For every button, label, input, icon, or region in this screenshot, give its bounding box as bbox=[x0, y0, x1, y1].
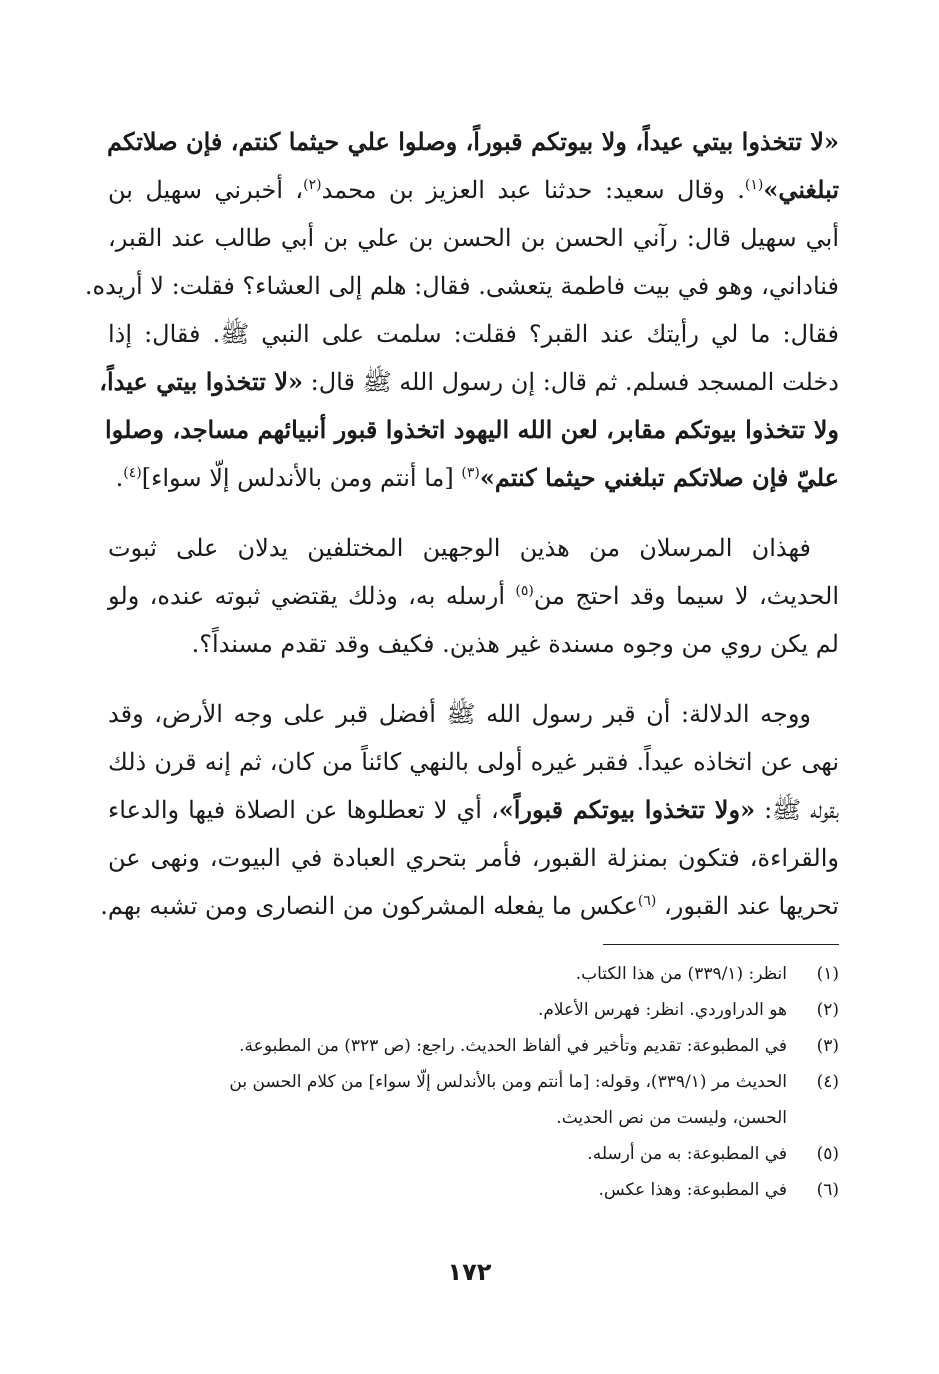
paragraph-2 bbox=[108, 524, 839, 668]
text-line: فقال: ما لي رأيتك عند القبر؟ فقلت: سلمت على النبي ﷺ. فقال: إذا bbox=[108, 320, 839, 348]
footnote-ref: (١) bbox=[744, 177, 764, 193]
text-line: عليّ فإن صلاتكم تبلغني حيثما كنتم»$^{(٣)}$ [ما أنتم ومن بالأندلس إلّا سواء]$^{(٤)}$. bbox=[115, 463, 839, 492]
text-line: ولا تتخذوا بيوتكم مقابر، لعن الله اليهود اتخذوا قبور أنبيائهم مساجد، وصلوا bbox=[105, 415, 839, 444]
footnote-ref: (٤) bbox=[123, 465, 142, 481]
footnote-text: انظر: (٣٣٩/١) من هذا الكتاب. bbox=[575, 964, 787, 984]
text-line: فناداني، وهو في بيت فاطمة يتعشى. فقال: هلم إلى العشاء؟ فقلت: لا أريده. bbox=[84, 272, 839, 300]
text-line: تحريها عند القبور، $^{(٦)}$عكس ما يفعله المشركون من النصارى ومن تشبه بهم. bbox=[100, 892, 839, 920]
text-line: نهى عن اتخاذه عيداً. فقبر غيره أولى بالنهي كائناً من كان، ثم إنه قرن ذلك bbox=[108, 748, 839, 776]
text-line: والقراءة، فتكون بمنزلة القبور، فأمر بتحري العبادة في البيوت، ونهى عن bbox=[108, 844, 839, 872]
footnote-text: الحديث مر (٣٣٩/١)، وقوله: [ما أنتم ومن بالأندلس إلّا سواء] من كلام الحسن بن الحسن، وليست من نص الحديث. bbox=[229, 1072, 787, 1128]
footnotes bbox=[108, 956, 839, 1208]
paragraph-1 bbox=[84, 118, 840, 502]
footnote-text: في المطبوعة: به من أرسله. bbox=[587, 1144, 787, 1164]
text-line: الحديث، لا سيما وقد احتج من$^{(٥)}$ أرسله به، وذلك يقتضي ثبوته عنده، ولو bbox=[108, 582, 840, 610]
text-line: فهذان المرسلان من هذين الوجهين المختلفين يدلان على ثبوت bbox=[108, 534, 811, 562]
footnote-item bbox=[108, 1136, 839, 1172]
text-line: لم يكن روي من وجوه مسندة غير هذين. فكيف وقد تقدم مسنداً؟. bbox=[191, 630, 839, 658]
footnote-number: (٢) bbox=[816, 1000, 839, 1020]
footnote-number: (٣) bbox=[816, 1036, 839, 1056]
footnote-text: هو الدراوردي. انظر: فهرس الأعلام. bbox=[537, 1000, 787, 1020]
text-line: «لا تتخذوا بيتي عيداً، ولا بيوتكم قبوراً، وصلوا علي حيثما كنتم، فإن صلاتكم bbox=[107, 127, 839, 156]
footnote-number: (٦) bbox=[816, 1180, 839, 1200]
page-number: ١٧٢ bbox=[447, 1258, 492, 1286]
footnote-item bbox=[108, 1172, 839, 1208]
footnote-text: في المطبوعة: وهذا عكس. bbox=[598, 1180, 787, 1200]
main-text bbox=[84, 118, 840, 930]
footnote-number: (٥) bbox=[816, 1144, 839, 1164]
footnote-number: (١) bbox=[816, 964, 839, 984]
footnote-item bbox=[108, 1028, 839, 1064]
text-line: ووجه الدلالة: أن قبر رسول الله ﷺ أفضل قبر على وجه الأرض، وقد bbox=[108, 700, 811, 728]
footnote-item bbox=[108, 992, 839, 1028]
footnote-item bbox=[108, 956, 839, 992]
footnote-divider bbox=[603, 944, 839, 945]
text-line: تبلغني»$^{(١)}$. وقال سعيد: حدثنا عبد العزيز بن محمد$^{(٢)}$، أخبرني سهيل بن bbox=[108, 175, 840, 204]
text-line: بقوله ﷺ: «ولا تتخذوا بيوتكم قبوراً»، أي لا تعطلوها عن الصلاة فيها والدعاء bbox=[108, 795, 840, 824]
footnote-item bbox=[108, 1064, 839, 1136]
footnote-ref: (٦) bbox=[637, 893, 657, 909]
text-line: دخلت المسجد فسلم. ثم قال: إن رسول الله ﷺ قال: «لا تتخذوا بيتي عيداً، bbox=[99, 367, 839, 396]
footnote-text: في المطبوعة: تقديم وتأخير في ألفاظ الحديث. راجع: (ص ٣٢٣) من المطبوعة. bbox=[239, 1036, 787, 1056]
footnote-ref: (٢) bbox=[303, 177, 322, 193]
text-line: أبي سهيل قال: رآني الحسن بن الحسن بن علي بن أبي طالب عند القبر، bbox=[108, 224, 839, 252]
footnote-ref: (٣) bbox=[461, 465, 480, 481]
paragraph-3 bbox=[100, 690, 840, 930]
footnote-ref: (٥) bbox=[515, 583, 534, 599]
footnote-number: (٤) bbox=[816, 1072, 839, 1092]
